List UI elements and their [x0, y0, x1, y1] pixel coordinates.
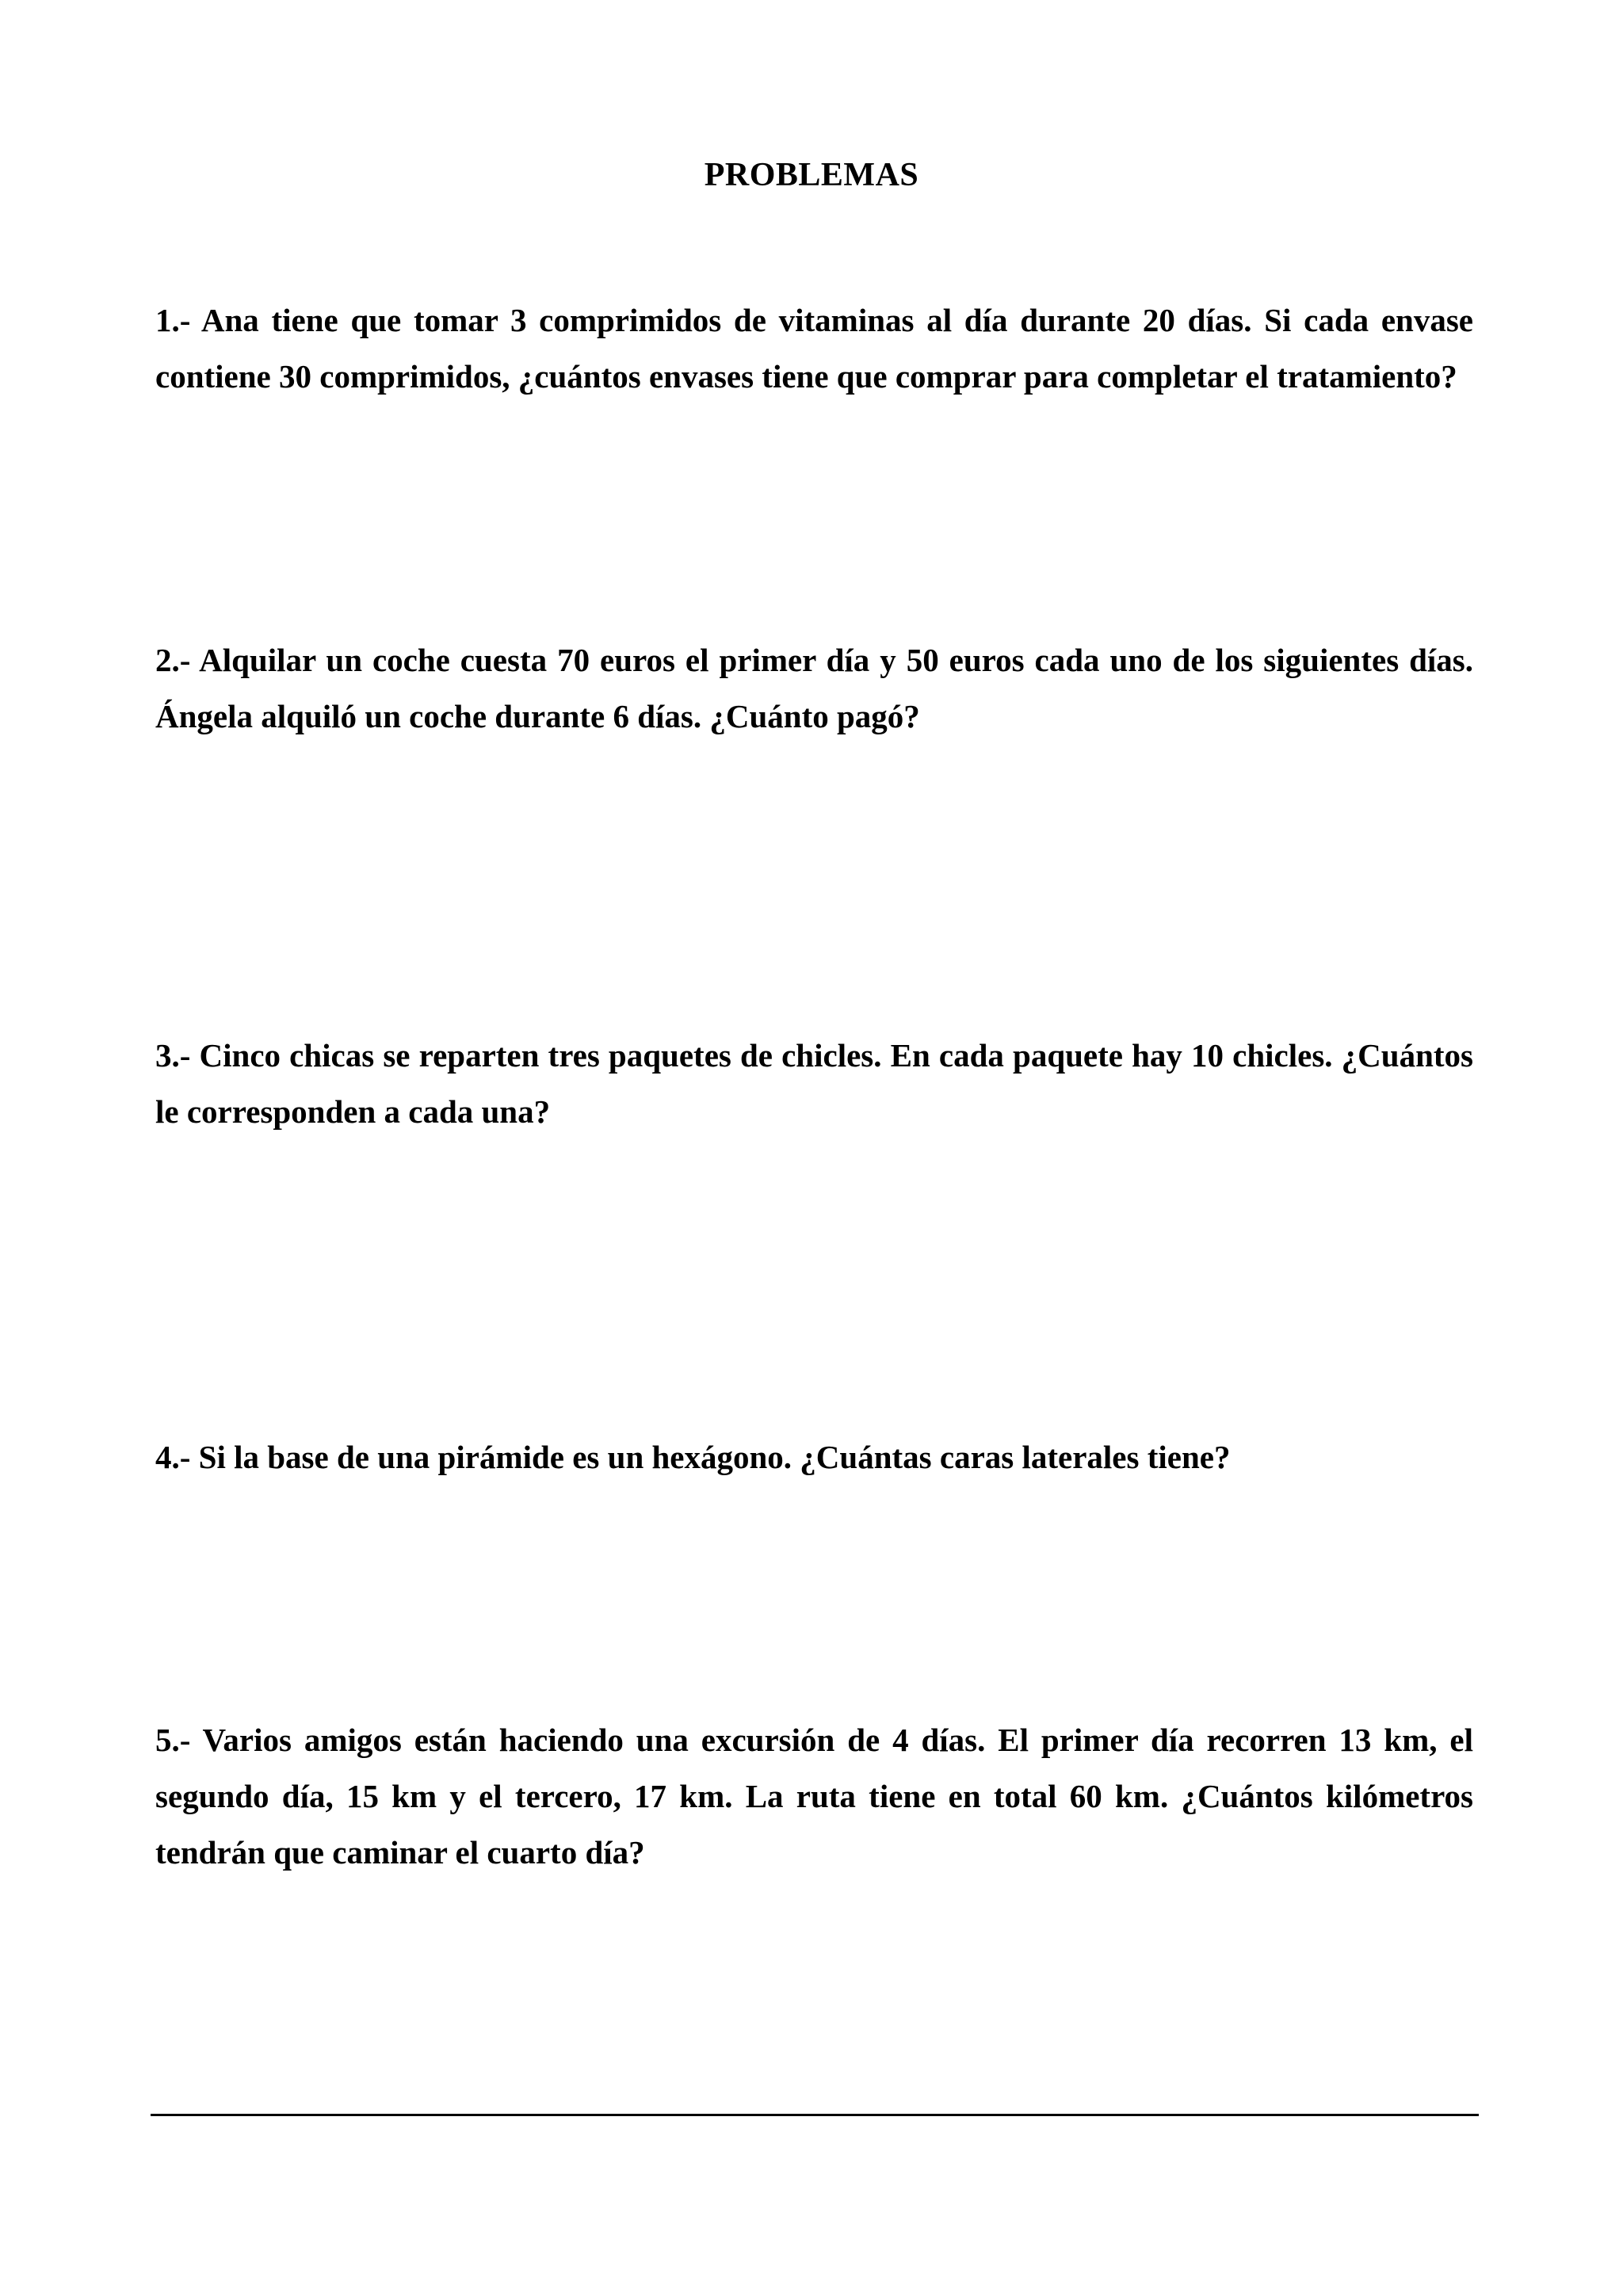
problem-1: 1.- Ana tiene que tomar 3 comprimidos de vitaminas al día durante 20 días. Si cada envase contiene 30 comprimidos, ¿cuántos envases tiene que comprar para completar el tratamiento?	[155, 302, 1473, 395]
footer-divider	[151, 2114, 1479, 2116]
problem-4: 4.- Si la base de una pirámide es un hexágono. ¿Cuántas caras laterales tiene?	[155, 1439, 1231, 1475]
problem-5: 5.- Varios amigos están haciendo una excursión de 4 días. El primer día recorren 13 km, el segundo día, 15 km y el tercero, 17 km. La ruta tiene en total 60 km. ¿Cuántos kilómetros tendrán que caminar el cuarto día?	[155, 1722, 1473, 1871]
problem-3: 3.- Cinco chicas se reparten tres paquetes de chicles. En cada paquete hay 10 chicles. ¿Cuántos le corresponden a cada una?	[155, 1037, 1473, 1130]
page-title: PROBLEMAS	[704, 157, 919, 193]
problem-2: 2.- Alquilar un coche cuesta 70 euros el primer día y 50 euros cada uno de los siguientes días. Ángela alquiló un coche durante 6 días. ¿Cuánto pagó?	[155, 642, 1473, 734]
